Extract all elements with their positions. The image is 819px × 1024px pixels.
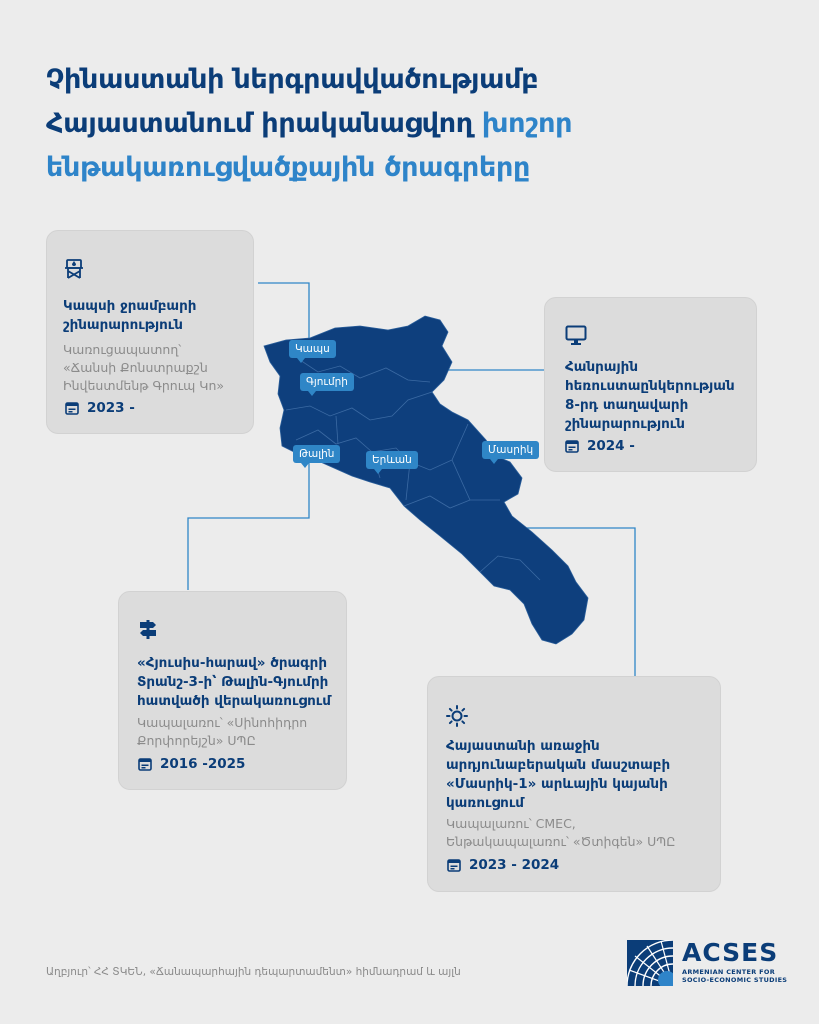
map-label-gyumri: Գյումրի [300, 373, 354, 391]
connector-kaps [258, 283, 309, 340]
card-kaps-developer [63, 341, 251, 395]
card-solar-title-3: «Մասրիկ-1» արևային կայանի [446, 776, 668, 792]
map-label-kaps: Կապս [289, 340, 336, 358]
card-north-south-road [118, 591, 347, 790]
card-road-contractor [137, 714, 347, 750]
logo-subtitle [682, 968, 787, 984]
monitor-icon [565, 324, 587, 346]
card-tv-title-1: Հանրային [565, 359, 638, 375]
card-kaps-sub-1: Կառուցապատող՝ [63, 342, 182, 357]
card-kaps-title-1: Կապսի ջրամբարի [63, 298, 197, 314]
card-solar-title-4: կառուցում [446, 795, 524, 811]
calendar-icon [65, 401, 79, 415]
card-solar-title [446, 737, 716, 813]
water-tower-icon [63, 257, 85, 279]
card-solar-title-2: արդյունաբերական մասշտաբի [446, 757, 671, 773]
logo-subtitle-2: SOCIO-ECONOMIC STUDIES [682, 976, 788, 984]
card-road-sub-1: Կապալառու՝ «Սինոհիդրո [137, 715, 308, 730]
card-solar-sub-2: Ենթակապալառու՝ «Ծտիգեն» ՍՊԸ [446, 834, 676, 849]
source-note: Աղբյուր՝ ՀՀ ՏԿԵՆ, «Ճանապարհային դեպարտամենտ» հիմնադրամ և այլն [46, 966, 461, 978]
card-kaps-sub-2: «Ճանսի Քոնստրաքշն [63, 360, 208, 375]
map-label-yerevan: Երևան [366, 451, 418, 469]
card-tv-title-4: շինարարություն [565, 416, 685, 432]
card-kaps-year: 2023 - [87, 400, 135, 416]
card-road-title-1: «Հյուսիս-հարավ» ծրագրի [137, 655, 328, 671]
card-tv-title [565, 358, 755, 434]
card-road-title [137, 654, 347, 711]
acses-logo-icon [627, 940, 673, 986]
logo-subtitle-1: ARMENIAN CENTER FOR [682, 968, 775, 976]
title-line-3: ենթակառուցվածքային ծրագրերը [46, 152, 531, 183]
card-tv-pavilion [544, 297, 757, 472]
title-highlight: խոշոր [481, 108, 573, 139]
card-road-title-2: Տրանշ-3-ի՝ Թալին-Գյումրի [137, 674, 329, 690]
card-solar-year: 2023 - 2024 [469, 857, 560, 873]
card-kaps-title-2: շինարարություն [63, 317, 183, 333]
calendar-icon [565, 439, 579, 453]
card-kaps-sub-3: Ինվեստմենթ Գրուպ Կո» [63, 378, 225, 393]
card-road-sub-2: Քորփորեյշն» ՍՊԸ [137, 733, 256, 748]
signpost-icon [137, 618, 159, 640]
card-tv-year: 2024 - [587, 438, 635, 454]
card-kaps-title [63, 297, 248, 335]
card-solar-contractor [446, 815, 716, 851]
title-line-2-text: Հայաստանում իրականացվող [46, 108, 482, 139]
card-tv-title-2: հեռուստաընկերության [565, 378, 735, 394]
map-label-talin: Թալին [293, 445, 340, 463]
connector-road [188, 462, 309, 590]
card-masrik-solar [427, 676, 721, 892]
card-kaps-reservoir [46, 230, 254, 434]
map-label-masrik: Մասրիկ [482, 441, 539, 459]
sun-icon [446, 705, 468, 727]
calendar-icon [447, 858, 461, 872]
card-solar-title-1: Հայաստանի առաջին [446, 738, 600, 754]
title-line-1: Չինաստանի ներգրավվածությամբ [46, 64, 539, 95]
card-road-year: 2016 -2025 [160, 756, 246, 772]
logo-wordmark: ACSES [682, 938, 779, 967]
card-road-title-3: հատվածի վերակառուցում [137, 693, 331, 709]
card-tv-title-3: 8-րդ տաղավարի [565, 397, 689, 413]
calendar-icon [138, 757, 152, 771]
card-solar-sub-1: Կապալառու՝ CMEC, [446, 816, 576, 831]
